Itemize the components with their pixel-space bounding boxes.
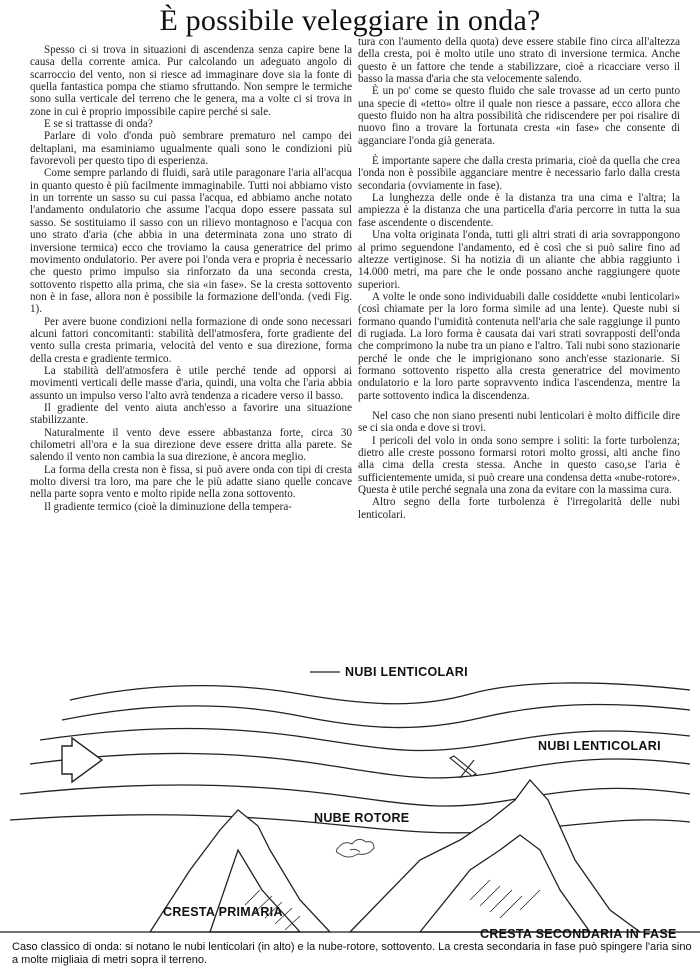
paragraph: È un po' come se questo fluido che sale trovasse ad un certo punto una specie di «tetto» oltre il quale non riesce a passare, ecco allora che questo fluido non ha altra possibilità che ridiscendere per poi risalire di nuovo fino a trovare la fortunata cresta «in fase» che consente di agganciare l'onda già generata. [358, 85, 680, 147]
label-secondary-crest: CRESTA SECONDARIA IN FASE [480, 927, 677, 940]
label-lenticular-right: NUBI LENTICOLARI [538, 739, 661, 753]
paragraph: Come sempre parlando di fluidi, sarà utile paragonare l'aria all'acqua in quanto questo è più facilmente immaginabile. Tutti noi abbiamo visto in un torrente un sasso su cui passa l'acqua, ed abbiamo anche notato l'andamento ondulatorio che assume l'acqua dopo essere passata sul sasso. Se sostituiamo il sasso con un rilievo montagnoso e l'acqua con uno strato d'aria (che abbia in una determinata zona uno strato di inversione termica) ecco che troviamo la causa generatrice del primo movimento ondulatorio. Per avere poi l'onda vera e propria è necessario che questo primo impulso sia rinforzato da una seconda cresta, sottovento rispetto alla prima, che sia «in fase». Se la cresta sottovento non è in fase, allora non è possibile la formazione dell'onda. (vedi Fig. 1). [30, 167, 352, 316]
paragraph: A volte le onde sono individuabili dalle cosiddette «nubi lenticolari» (così chiamate per la loro forma simile ad una lente). Queste nubi si formano quando l'umidità contenuta nell'aria che sale raggiunge il punto di rugiada. La loro forma è causata dai vari strati sovrapposti dell'onda che comprimono la nube tra un piano e l'altro. Tali nubi sono stazionarie perché le onde che le imprigionano sono anch'esse stazionarie. Si formano sottovento rispetto alla cresta generatrice del movimento ondulatorio e la loro parte sopravvento indica l'ascendenza, mentre la parte sottovento indica la discendenza. [358, 290, 680, 402]
paragraph: Una volta originata l'onda, tutti gli altri strati di aria sovrappongono al primo seguendone l'andamento, ed è così che si può salire fino ad altezze vertiginose. Si ha notizia di un aliante che abbia raggiunto i 14.000 metri, ma pare che le onde possano anche raggiungere quote superiori. [358, 229, 680, 291]
page-title: È possibile veleggiare in onda? [159, 4, 541, 37]
label-primary-crest: CRESTA PRIMARIA [163, 905, 283, 919]
right-text-column [358, 36, 680, 521]
paragraph: La lunghezza delle onde è la distanza tra una cima e l'altra; la ampiezza è la distanza che una particella d'aria percorre in tutta la sua fase ascendente o discendente. [358, 192, 680, 229]
paragraph: La stabilità dell'atmosfera è utile perché tende ad opporsi ai movimenti verticali delle masse d'aria, quindi, una volta che l'aria abbia assunto un impulso verso l'alto avrà tendenza a ricadere verso il basso. [30, 364, 352, 402]
mountains [0, 780, 700, 932]
paragraph: E se si trattasse di onda? [44, 118, 153, 131]
paragraph: Spesso ci si trova in situazioni di ascendenza senza capire bene la causa della corrente amica. Pur calcolando un adeguato angolo di scarroccio del vento, non si riesce ad immaginare dove sia la fonte di quella fantastica pompa che stiamo sfruttando. Non sempre le termiche sono sulla verticale del terreno che le genera, ma a volte ci si trova in zone in cui è proprio impossibile capire perché si sale. [30, 44, 352, 118]
paragraph: Naturalmente il vento deve essere abbastanza forte, circa 30 chilometri all'ora e la sua direzione deve essere dritta alla parete. Se salendo il vento non cambia la sua direzione, è ancora meglio. [30, 426, 352, 464]
paragraph: Nel caso che non siano presenti nubi lenticolari è molto difficile dire se ci sia onda e dove si trovi. [358, 409, 680, 435]
rotor-cloud [336, 839, 374, 857]
wind-arrow [62, 738, 102, 782]
paragraph: tura con l'aumento della quota) deve essere stabile fino circa all'altezza della cresta, poi è molto utile uno strato di inversione termica. Anche questo è un fattore che tende a stabilizzare, cioè a ricacciare verso il basso la massa d'aria che sta velocemente salendo. [358, 36, 680, 86]
paragraph: Parlare di volo d'onda può sembrare prematuro nel campo dei deltaplani, ma esaminiamo ugualmente quali sono le condizioni più favorevoli per questo tipo di esperienza. [30, 130, 352, 168]
label-rotor-cloud: NUBE ROTORE [314, 811, 410, 825]
paragraph: La forma della cresta non è fissa, si può avere onda con tipi di cresta molto diversi tra loro, ma pare che le più adatte siano quelle concave nella parte sopra vento e molto ripide nella zona sottovento. [30, 463, 352, 501]
wave-diagram [0, 660, 700, 940]
figure-caption: Caso classico di onda: si notano le nubi lenticolari (in alto) e la nube-rotore, sottovento. La cresta secondaria in fase può spingere l'aria sino a molte migliaia di metri sopra il terreno. [12, 941, 692, 966]
paragraph: Altro segno della forte turbolenza è l'irregolarità delle nubi lenticolari. [358, 496, 680, 521]
paragraph: Il gradiente termico (cioè la diminuzione della tempera- [44, 500, 292, 513]
glider-icon [450, 756, 476, 778]
left-text-column [30, 44, 352, 513]
paragraph: Il gradiente del vento aiuta anch'esso a favorire una situazione stabilizzante. [30, 401, 352, 427]
paragraph: È importante sapere che dalla cresta primaria, cioè da quella che crea l'onda non è possibile agganciare mentre è necessario farlo dalla cresta secondaria (ovviamente in fase). [358, 155, 680, 192]
label-lenticular-top: NUBI LENTICOLARI [345, 665, 468, 679]
paragraph: I pericoli del volo in onda sono sempre i soliti: la forte turbolenza; dietro alle creste possono formarsi rotori molto grossi, alti anche fino alla cima della cresta stessa. Anche in questo caso,se l'aria è sufficientemente umida, si può creare una condensa detta «nube-rotore». Questa è utile perché segnala una zona da evitare con la massima cura. [358, 434, 681, 497]
paragraph: Per avere buone condizioni nella formazione di onde sono necessari alcuni fattori concomitanti: stabilità dell'atmosfera, forte gradiente del vento sulla cresta primaria, velocità del vento e sua direzione, forma della cresta e gradiente termico. [30, 315, 352, 365]
